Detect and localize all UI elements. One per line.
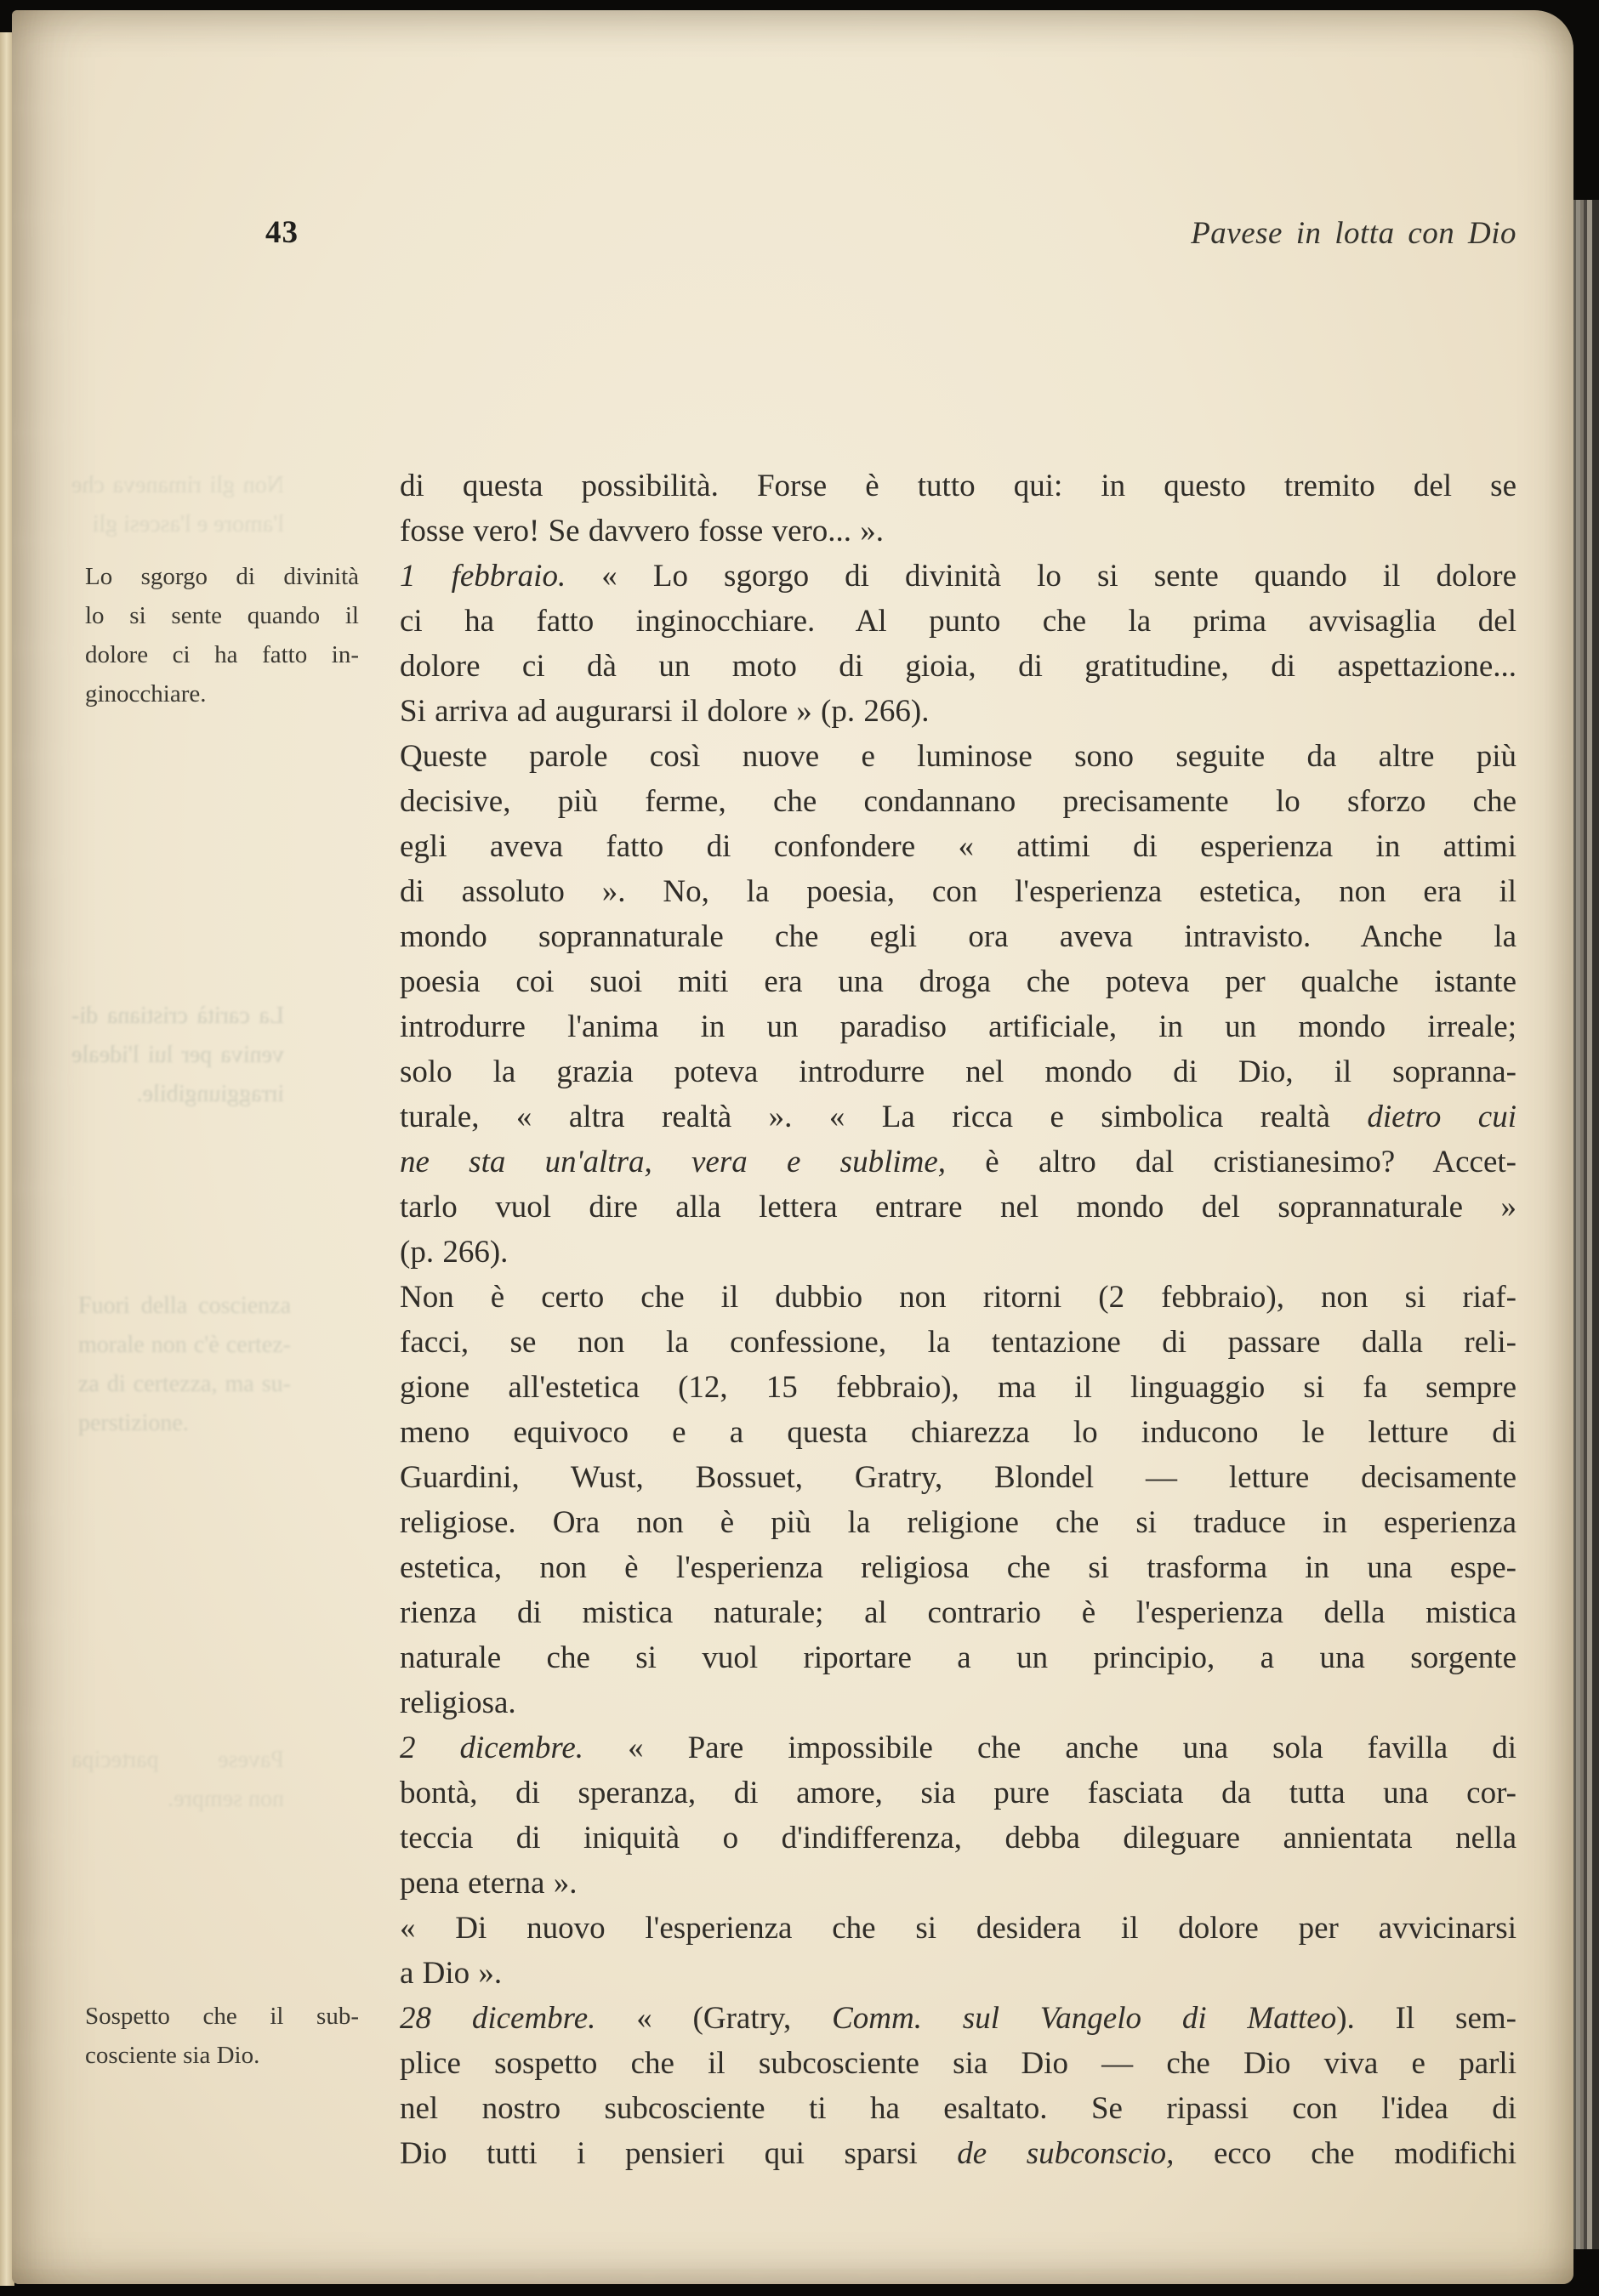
text-line: dolore ci dà un moto di gioia, di gratitudine, di aspettazione... xyxy=(400,649,1516,684)
text-line: poesia coi suoi miti era una droga che poteva per qualche istante xyxy=(400,964,1516,999)
margin-note-line: lo si sente quando il xyxy=(85,602,359,629)
text-line: fosse vero! Se davvero fosse vero... ». xyxy=(400,514,885,548)
ghost-note-line: Non gli rimaneva che xyxy=(71,472,284,498)
text-line: mondo soprannaturale che egli ora aveva intravisto. Anche la xyxy=(400,919,1516,954)
text-line: solo la grazia poteva introdurre nel mondo di Dio, il sopranna- xyxy=(400,1054,1516,1089)
ghost-note-line: perstizione. xyxy=(78,1410,189,1436)
book-fore-edge xyxy=(1570,200,1599,2249)
text-line: pena eterna ». xyxy=(400,1866,578,1901)
text-line: turale, « altra realtà ». « La ricca e simbolica realtà dietro cui xyxy=(400,1100,1516,1134)
ghost-note-line: irraggiungibile. xyxy=(136,1081,284,1107)
text-line: plice sospetto che il subcosciente sia Dio — che Dio viva e parli xyxy=(400,2046,1516,2081)
text-line: gione all'estetica (12, 15 febbraio), ma il linguaggio si fa sempre xyxy=(400,1370,1516,1405)
text-line: religiose. Ora non è più la religione che si traduce in esperienza xyxy=(400,1505,1516,1540)
text-line: bontà, di speranza, di amore, sia pure fasciata da tutta una cor- xyxy=(400,1776,1516,1810)
margin-note-line: dolore ci ha fatto in- xyxy=(85,641,359,668)
text-line: estetica, non è l'esperienza religiosa che si trasforma in una espe- xyxy=(400,1550,1516,1585)
text-line: 28 dicembre. « (Gratry, Comm. sul Vangelo di Matteo). Il sem- xyxy=(400,2001,1516,2036)
text-line: di assoluto ». No, la poesia, con l'esperienza estetica, non era il xyxy=(400,874,1516,909)
text-line: Non è certo che il dubbio non ritorni (2 febbraio), non si riaf- xyxy=(400,1280,1516,1315)
text-line: egli aveva fatto di confondere « attimi di esperienza in attimi xyxy=(400,829,1516,864)
ghost-note-line: Fuori della coscienza xyxy=(78,1293,291,1319)
text-line: Si arriva ad augurarsi il dolore » (p. 266). xyxy=(400,694,930,729)
text-line: 1 febbraio. « Lo sgorgo di divinità lo si sente quando il dolore xyxy=(400,559,1516,594)
ghost-note-line: Pavese partecipa xyxy=(71,1747,284,1773)
text-line: rienza di mistica naturale; al contrario è l'esperienza della mistica xyxy=(400,1595,1516,1630)
text-line: tarlo vuol dire alla lettera entrare nel mondo del soprannaturale » xyxy=(400,1190,1516,1225)
running-head: Pavese in lotta con Dio xyxy=(1191,216,1516,251)
text-line: Guardini, Wust, Bossuet, Gratry, Blondel — letture decisamente xyxy=(400,1460,1516,1495)
text-line: facci, se non la confessione, la tentazione di passare dalla reli- xyxy=(400,1325,1516,1360)
margin-note xyxy=(85,557,359,713)
margin-note-line: ginocchiare. xyxy=(85,680,207,708)
ghost-note-line: morale non c'è certez- xyxy=(78,1332,291,1358)
ghost-note xyxy=(71,1741,284,1819)
ghost-note xyxy=(78,1287,291,1443)
text-line: meno equivoco e a questa chiarezza lo inducono le letture di xyxy=(400,1415,1516,1450)
text-line: Queste parole così nuove e luminose sono seguite da altre più xyxy=(400,739,1516,774)
ghost-note-line: za di certezza, ma su- xyxy=(78,1371,291,1397)
margin-note xyxy=(85,1997,359,2075)
text-line: di questa possibilità. Forse è tutto qui: in questo tremito del se xyxy=(400,469,1516,503)
text-line: religiosa. xyxy=(400,1685,516,1720)
ghost-note xyxy=(71,997,284,1114)
text-line: ne sta un'altra, vera e sublime, è altro dal cristianesimo? Accet- xyxy=(400,1145,1516,1179)
text-line: ci ha fatto inginocchiare. Al punto che la prima avvisaglia del xyxy=(400,604,1516,639)
margin-note-line: Lo sgorgo di divinità xyxy=(85,563,359,590)
ghost-note xyxy=(71,466,284,544)
margin-note-line: cosciente sia Dio. xyxy=(85,2042,260,2069)
text-line: introdurre l'anima in un paradiso artificiale, in un mondo irreale; xyxy=(400,1009,1516,1044)
text-line: a Dio ». xyxy=(400,1956,503,1991)
text-line: decisive, più ferme, che condannano precisamente lo sforzo che xyxy=(400,784,1516,819)
body-text xyxy=(400,463,1516,2176)
text-line: 2 dicembre. « Pare impossibile che anche una sola favilla di xyxy=(400,1731,1516,1765)
margin-note-line: Sospetto che il sub- xyxy=(85,2003,359,2030)
text-line: naturale che si vuol riportare a un principio, a una sorgente xyxy=(400,1640,1516,1675)
page-number: 43 xyxy=(265,215,299,250)
ghost-note-line: l'amore e l'ascesi gli xyxy=(92,511,284,537)
text-line: nel nostro subcosciente ti ha esaltato. Se ripassi con l'idea di xyxy=(400,2091,1516,2126)
text-line: (p. 266). xyxy=(400,1235,509,1270)
text-line: « Di nuovo l'esperienza che si desidera il dolore per avvicinarsi xyxy=(400,1911,1516,1946)
text-line: teccia di iniquità o d'indifferenza, debba dileguare annientata nella xyxy=(400,1821,1516,1856)
ghost-note-line: non sempre. xyxy=(168,1786,284,1812)
ghost-note-line: veniva per lui l'ideale xyxy=(71,1042,284,1068)
text-line: Dio tutti i pensieri qui sparsi de subconscio, ecco che modifichi xyxy=(400,2136,1516,2171)
ghost-note-line: La carità cristiana di- xyxy=(71,1003,284,1029)
book-page xyxy=(12,10,1573,2284)
